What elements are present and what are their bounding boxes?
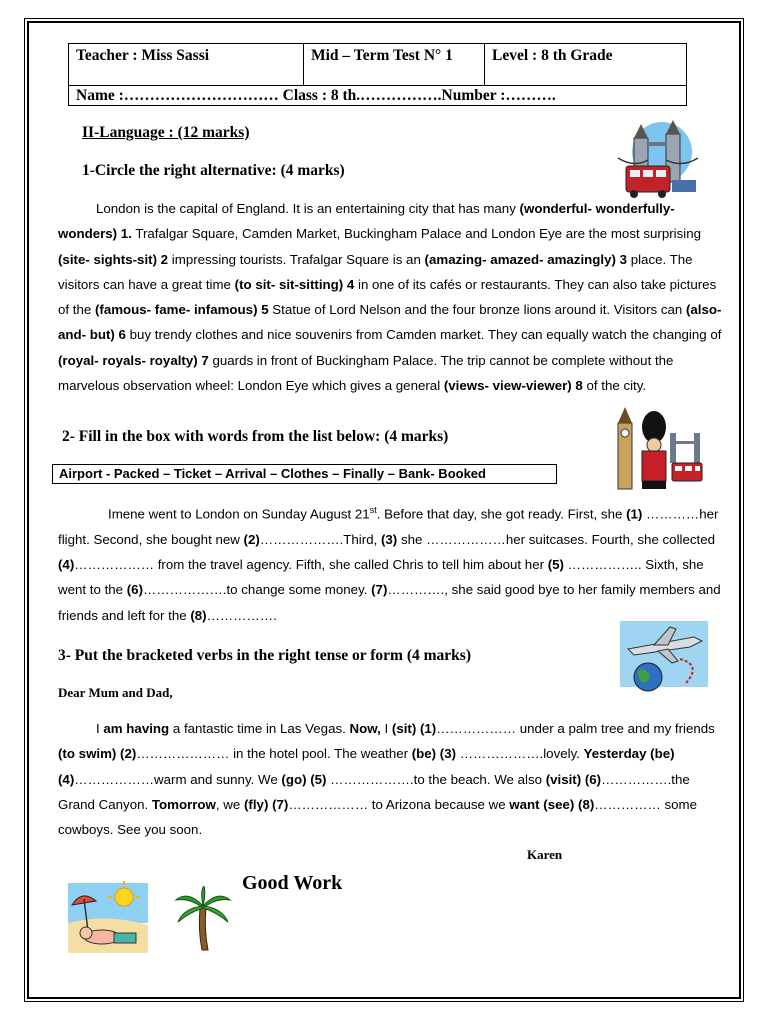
teacher-cell: Teacher : Miss Sassi — [69, 44, 304, 86]
palm-tree-icon — [174, 886, 232, 952]
level-cell: Level : 8 th Grade — [485, 44, 687, 86]
name-class-number-line: Name :………………………… Class : 8 th.…………….Number :………. — [69, 86, 687, 106]
letter-signature: Karen — [527, 847, 563, 862]
ex2-title: 2- Fill in the box with words from the list below: (4 marks) — [62, 428, 449, 445]
header-table — [68, 43, 687, 106]
beach-sun-icon — [66, 877, 150, 955]
tower-bridge-bus-icon — [612, 118, 700, 200]
ex3-paragraph: I am having a fantastic time in Las Vegas. Now, I (sit) (1)……………… under a palm tree and my friends (to swim) (2)………………… in the hotel pool. The weather (be) (3) ……………….lovely. Yesterday (be) (4)………………warm and sunny. We (go) (5) ……………….to the beach. We also (visit) (6)…………….the Grand Canyon. Tomorrow, we (fly) (7)……………… to Arizona because we want (see) (8)…………… some cowboys. See you soon. — [58, 721, 715, 838]
word-list-box: Airport - Packed – Ticket – Arrival – Clothes – Finally – Bank- Booked — [52, 464, 557, 484]
ex1-title: 1-Circle the right alternative: (4 marks) — [82, 162, 345, 179]
ex1-paragraph: London is the capital of England. It is an entertaining city that has many (wonderful- wonderfully-wonders) 1. Trafalgar Square, Camden Market, Buckingham Palace and London Eye are the most surprising (site- sights-sit) 2 impressing tourists. Trafalgar Square is an (amazing- amazed- amazingly) 3 place. The visitors can have a great time (to sit- sit-sitting) 4 in one of its cafés or restaurants. They can also take pictures of the (famous- fame- infamous) 5 Statue of Lord Nelson and the four bronze lions around it. Visitors can (also- and- but) 6 buy trendy clothes and nice souvenirs from Camden market. They can equally watch the changing of (royal- royals- royalty) 7 guards in front of Buckingham Palace. The trip cannot be complete without the marvelous observation wheel: London Eye which gives a general (views- view-viewer) 8 of the city. — [58, 201, 722, 394]
good-work-text: Good Work — [242, 872, 343, 894]
ex2-paragraph: Imene went to London on Sunday August 21st. Before that day, she got ready. First, she (1) …………her flight. Second, she bought new (2)……………….Third, (3) she ………………her suitcases. Fourth, she collected (4)……………… from the travel agency. Fifth, she called Chris to tell him about her (5) …………….. Sixth, she went to the (6)……………….to change some money. (7)…………., she said good bye to her family members and friends and left for the (8)……………. — [58, 505, 721, 623]
airplane-globe-icon — [614, 617, 712, 697]
test-cell: Mid – Term Test N° 1 — [304, 44, 485, 86]
ex3-title: 3- Put the bracketed verbs in the right tense or form (4 marks) — [58, 647, 471, 664]
section-title: II-Language : (12 marks) — [82, 124, 250, 141]
big-ben-guard-icon — [612, 405, 704, 491]
letter-greeting: Dear Mum and Dad, — [58, 685, 173, 700]
